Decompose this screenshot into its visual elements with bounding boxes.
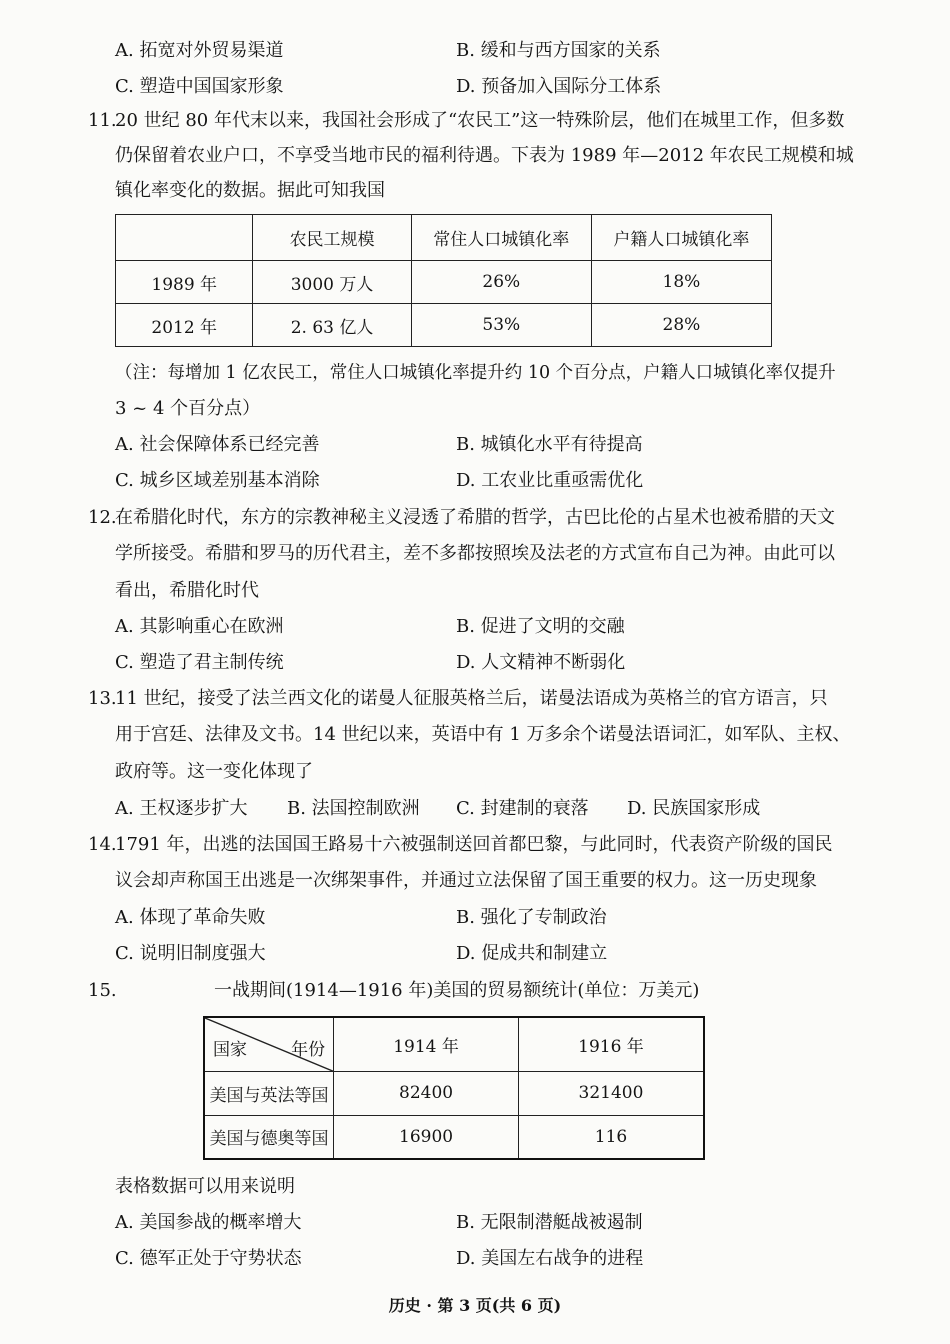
q15-option-a: A. 美国参战的概率增大	[115, 1212, 302, 1233]
table-cell: 53%	[411, 304, 591, 347]
table-cell: 1989 年	[116, 261, 253, 304]
table-cell: 16900	[334, 1115, 519, 1159]
table-cell: 3000 万人	[253, 261, 411, 304]
q13-option-c: C. 封建制的衰落	[456, 798, 589, 819]
table-row	[204, 1071, 704, 1115]
q15-table-caption: 一战期间(1914—1916 年)美国的贸易额统计(单位：万美元)	[214, 980, 700, 1001]
table-cell: 18%	[591, 261, 771, 304]
q13-stem-line-3: 政府等。这一变化体现了	[115, 761, 313, 782]
q15-corner-col-label: 年份	[291, 1040, 326, 1060]
q12-option-b: B. 促进了文明的交融	[456, 616, 625, 637]
q13-number: 13.	[88, 688, 117, 709]
q13-option-b: B. 法国控制欧洲	[287, 798, 420, 819]
q11-stem-line-1: 20 世纪 80 年代末以来，我国社会形成了“农民工”这一特殊阶层，他们在城里工作，但多数	[115, 110, 845, 131]
q11-table-header-cell: 常住人口城镇化率	[411, 215, 591, 261]
q15-table-header-cell: 1916 年	[518, 1017, 704, 1071]
q14-option-a: A. 体现了革命失败	[115, 907, 266, 928]
table-row	[116, 261, 772, 304]
q15-option-c: C. 德军正处于守势状态	[115, 1248, 302, 1269]
q14-option-b: B. 强化了专制政治	[456, 907, 607, 928]
page-footer: 历史 · 第 3 页(共 6 页)	[388, 1296, 562, 1315]
q11-table-header-cell: 农民工规模	[253, 215, 411, 261]
q14-stem-line-1: 1791 年，出逃的法国国王路易十六被强制送回首都巴黎，与此同时，代表资产阶级的国民	[115, 834, 833, 855]
q14-option-d: D. 促成共和制建立	[456, 943, 608, 964]
q13-stem-line-2: 用于宫廷、法律及文书。14 世纪以来，英语中有 1 万多余个诺曼法语词汇，如军队、主权、	[115, 724, 851, 745]
table-cell: 28%	[591, 304, 771, 347]
table-cell: 116	[518, 1115, 704, 1159]
q11-table-header-cell	[116, 215, 253, 261]
q14-stem-line-2: 议会却声称国王出逃是一次绑架事件，并通过立法保留了国王重要的权力。这一历史现象	[115, 870, 817, 891]
q12-option-d: D. 人文精神不断弱化	[456, 652, 626, 673]
q12-option-a: A. 其影响重心在欧洲	[115, 616, 284, 637]
q10-option-d: D. 预备加入国际分工体系	[456, 76, 662, 97]
q14-number: 14.	[88, 834, 117, 855]
q12-stem-line-1: 在希腊化时代，东方的宗教神秘主义浸透了希腊的哲学，古巴比伦的占星术也被希腊的天文	[115, 507, 835, 528]
table-cell: 美国与德奥等国	[204, 1115, 334, 1159]
q11-option-b: B. 城镇化水平有待提高	[456, 434, 643, 455]
table-cell: 2. 63 亿人	[253, 304, 411, 347]
q10-option-a: A. 拓宽对外贸易渠道	[115, 40, 284, 61]
q12-option-c: C. 塑造了君主制传统	[115, 652, 284, 673]
q15-table-header-cell: 1914 年	[334, 1017, 519, 1071]
q15-table	[203, 1016, 705, 1160]
q15-prompt: 表格数据可以用来说明	[115, 1176, 295, 1197]
q11-number: 11.	[88, 110, 117, 131]
q10-option-c: C. 塑造中国国家形象	[115, 76, 284, 97]
q14-option-c: C. 说明旧制度强大	[115, 943, 266, 964]
table-cell: 2012 年	[116, 304, 253, 347]
q12-stem-line-2: 学所接受。希腊和罗马的历代君主，差不多都按照埃及法老的方式宣布自己为神。由此可以	[115, 543, 835, 564]
q11-stem-line-3: 镇化率变化的数据。据此可知我国	[115, 180, 385, 201]
table-cell: 321400	[518, 1071, 704, 1115]
q13-option-a: A. 王权逐步扩大	[115, 798, 248, 819]
q12-number: 12.	[88, 507, 117, 528]
q15-number: 15.	[88, 980, 117, 1001]
q15-option-d: D. 美国左右战争的进程	[456, 1248, 644, 1269]
q13-stem-line-1: 11 世纪，接受了法兰西文化的诺曼人征服英格兰后，诺曼法语成为英格兰的官方语言，只	[115, 688, 828, 709]
q15-table-header-row	[204, 1017, 704, 1071]
table-row	[204, 1115, 704, 1159]
table-row	[116, 304, 772, 347]
q15-table-corner-cell	[204, 1017, 334, 1071]
q11-stem-line-2: 仍保留着农业户口，不享受当地市民的福利待遇。下表为 1989 年—2012 年农民工规模和城	[115, 145, 854, 166]
q11-table	[115, 214, 772, 347]
q11-table-header-row	[116, 215, 772, 261]
q11-table-header-cell: 户籍人口城镇化率	[591, 215, 771, 261]
q13-option-d: D. 民族国家形成	[627, 798, 761, 819]
q11-note-line-1: （注：每增加 1 亿农民工，常住人口城镇化率提升约 10 个百分点，户籍人口城镇化率仅提升	[115, 363, 836, 383]
q10-option-b: B. 缓和与西方国家的关系	[456, 40, 661, 61]
q11-option-c: C. 城乡区域差别基本消除	[115, 470, 320, 491]
q12-stem-line-3: 看出，希腊化时代	[115, 580, 259, 601]
q11-note-line-2: 3 ~ 4 个百分点）	[115, 398, 261, 419]
q15-option-b: B. 无限制潜艇战被遏制	[456, 1212, 643, 1233]
q11-option-a: A. 社会保障体系已经完善	[115, 434, 320, 455]
table-cell: 美国与英法等国	[204, 1071, 334, 1115]
table-cell: 82400	[334, 1071, 519, 1115]
table-cell: 26%	[411, 261, 591, 304]
q11-option-d: D. 工农业比重亟需优化	[456, 470, 644, 491]
q15-corner-row-label: 国家	[213, 1040, 247, 1060]
